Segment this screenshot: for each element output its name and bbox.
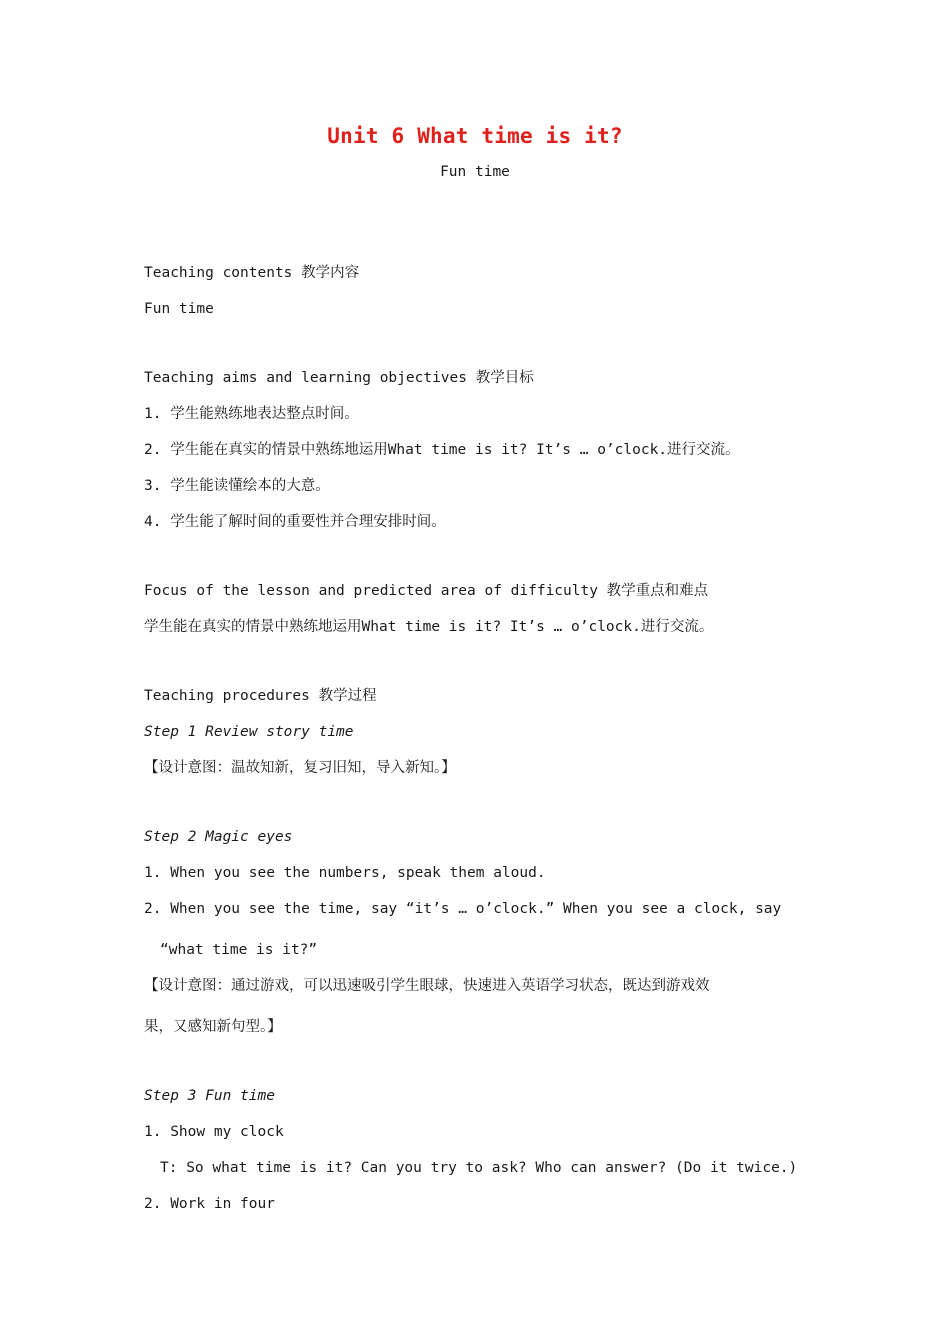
step2-item-2-cont: “what time is it?” — [160, 942, 318, 958]
aims-item-2: 2. 学生能在真实的情景中熟练地运用What time is it? It’s … o’clock.进行交流。 — [144, 442, 740, 458]
step3-item-1: 1. Show my clock — [144, 1124, 284, 1140]
aims-item-3: 3. 学生能读懂绘本的大意。 — [144, 478, 330, 494]
aims-item-1: 1. 学生能熟练地表达整点时间。 — [144, 406, 359, 422]
aims-heading: Teaching aims and learning objectives 教学目标 — [144, 370, 534, 386]
step2-title: Step 2 Magic eyes — [144, 829, 293, 845]
step3-title: Step 3 Fun time — [144, 1088, 275, 1104]
document-title: Unit 6 What time is it? — [327, 124, 623, 148]
step2-intent: 【设计意图：通过游戏，可以迅速吸引学生眼球，快速进入英语学习状态，既达到游戏效 — [144, 978, 710, 994]
aims-item-4: 4. 学生能了解时间的重要性并合理安排时间。 — [144, 514, 446, 530]
focus-heading: Focus of the lesson and predicted area of difficulty 教学重点和难点 — [144, 583, 709, 599]
step2-item-1: 1. When you see the numbers, speak them aloud. — [144, 865, 546, 881]
step2-item-2: 2. When you see the time, say “it’s … o’clock.” When you see a clock, say — [144, 901, 782, 917]
focus-text: 学生能在真实的情景中熟练地运用What time is it? It’s … o’clock.进行交流。 — [144, 619, 714, 635]
step2-intent-cont: 果，又感知新句型。】 — [144, 1019, 282, 1035]
step1-intent: 【设计意图：温故知新，复习旧知，导入新知。】 — [144, 760, 456, 776]
contents-heading: Teaching contents 教学内容 — [144, 265, 360, 281]
step1-title: Step 1 Review story time — [144, 724, 354, 740]
document-subtitle: Fun time — [440, 164, 510, 180]
step3-item-2: 2. Work in four — [144, 1196, 275, 1212]
contents-text: Fun time — [144, 301, 214, 317]
procedures-heading: Teaching procedures 教学过程 — [144, 688, 377, 704]
step3-teacher-line: T: So what time is it? Can you try to ask? Who can answer? (Do it twice.) — [160, 1160, 798, 1176]
